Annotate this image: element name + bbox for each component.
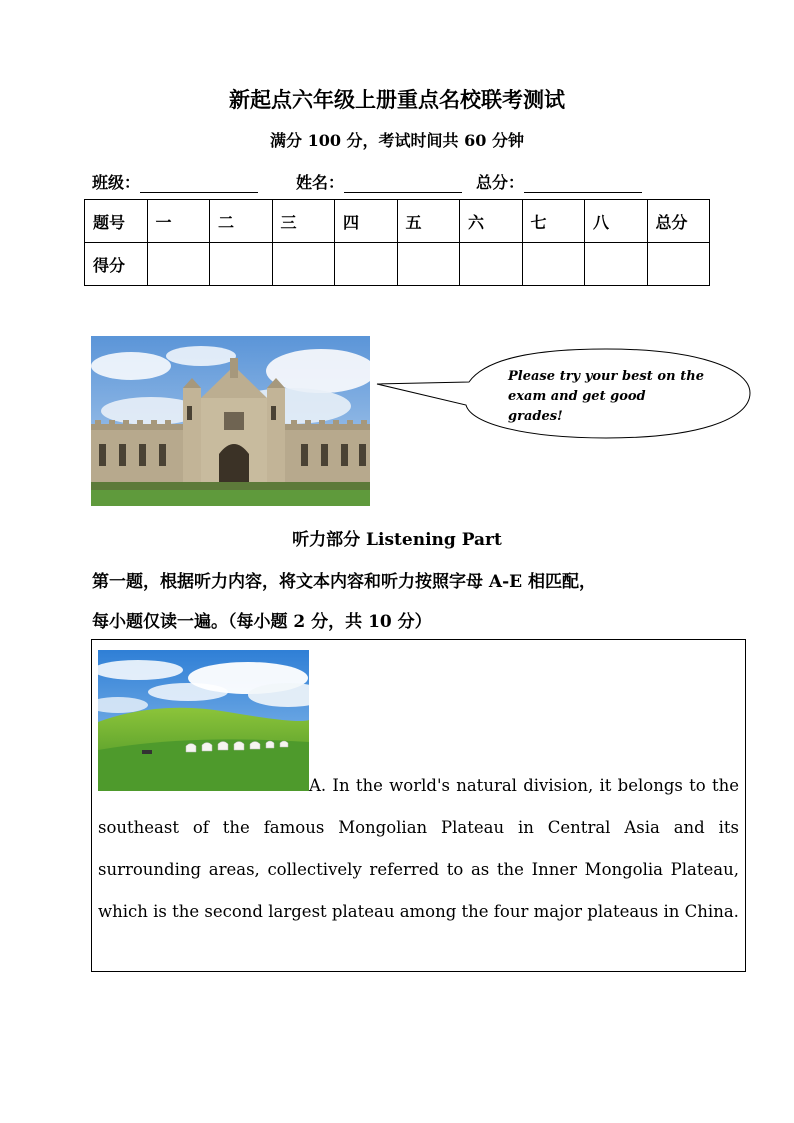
exam-title: 新起点六年级上册重点名校联考测试	[229, 87, 565, 112]
score-cell[interactable]	[210, 243, 273, 286]
bubble-line-2: exam and get good grades!	[508, 389, 646, 424]
table-cell: 总分	[647, 200, 710, 243]
table-cell: 三	[272, 200, 335, 243]
table-row	[85, 200, 710, 243]
score-cell[interactable]	[585, 243, 648, 286]
class-blank[interactable]	[140, 176, 258, 193]
table-row	[85, 243, 710, 286]
score-cell[interactable]	[335, 243, 398, 286]
table-cell: 二	[210, 200, 273, 243]
score-cell[interactable]	[522, 243, 585, 286]
question-1-line-2: 每小题仅读一遍。（每小题 2 分，共 10 分）	[92, 612, 432, 632]
bubble-message	[508, 367, 704, 427]
passage-a-text: A. In the world's natural division, it belongs to the southeast of the famous Mongolian Plateau in Central Asia and its surrounding areas, collectively referred to as the Inner Mongolia Plateau, which is the second largest plateau among the four major plateaus in China.	[98, 776, 739, 921]
score-cell[interactable]	[460, 243, 523, 286]
table-cell: 四	[335, 200, 398, 243]
class-label: 班级：	[92, 173, 141, 192]
university-illustration	[91, 336, 370, 506]
table-cell: 六	[460, 200, 523, 243]
name-blank[interactable]	[344, 176, 462, 193]
table-cell: 八	[585, 200, 648, 243]
student-info-row	[92, 170, 668, 193]
score-cell[interactable]	[397, 243, 460, 286]
score-cell[interactable]	[147, 243, 210, 286]
score-cell[interactable]	[272, 243, 335, 286]
bubble-line-1: Please try your best on the	[508, 369, 704, 384]
table-cell: 得分	[85, 243, 148, 286]
table-cell: 一	[147, 200, 210, 243]
question-1-line-1: 第一题，根据听力内容，将文本内容和听力按照字母 A-E 相匹配，	[92, 572, 597, 592]
score-table	[84, 199, 710, 286]
university-photo	[91, 336, 370, 506]
table-cell: 五	[397, 200, 460, 243]
table-cell: 七	[522, 200, 585, 243]
exam-subtitle: 满分 100 分，考试时间共 60 分钟	[270, 131, 524, 150]
total-blank[interactable]	[524, 176, 642, 193]
question-1-instructions	[92, 562, 732, 642]
score-cell[interactable]	[647, 243, 710, 286]
section-title: 听力部分 Listening Part	[292, 530, 502, 550]
table-cell: 题号	[85, 200, 148, 243]
name-label: 姓名：	[296, 173, 345, 192]
total-label: 总分：	[476, 173, 525, 192]
